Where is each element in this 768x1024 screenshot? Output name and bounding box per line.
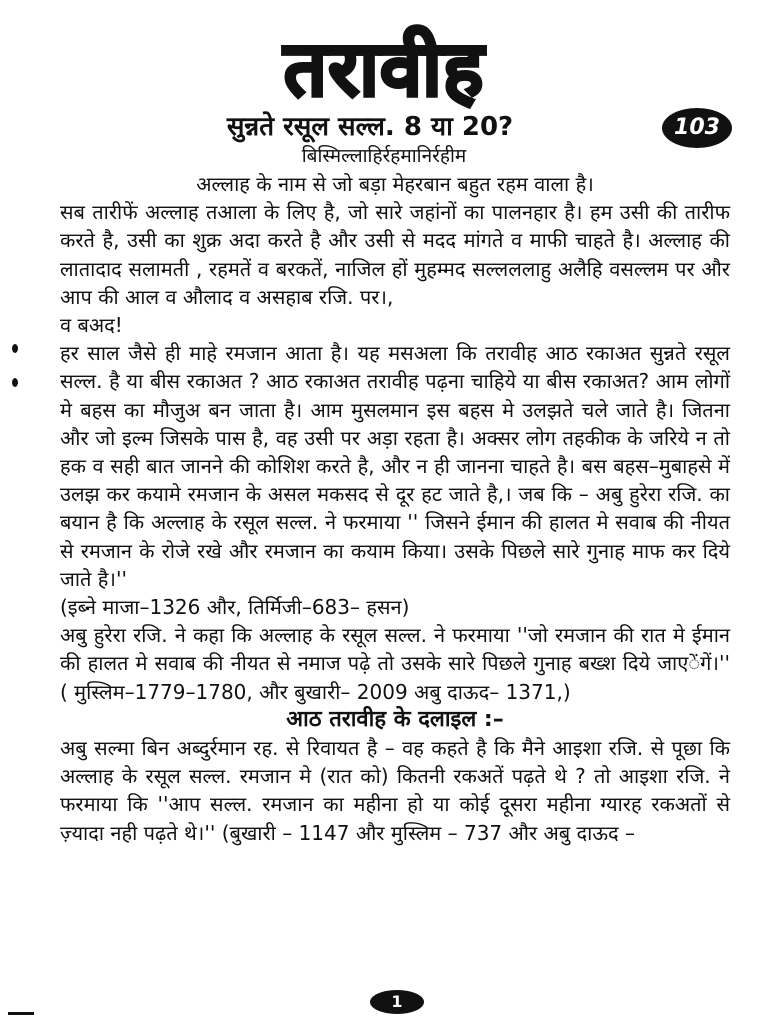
main-paragraph: हर साल जैसे ही माहे रमजान आता है। यह मसअला कि तरावीह आठ रकाअत सुन्नते रसूल सल्ल. है या बीस रकाअत ? आठ रकाअत तरावीह पढ़ना चाहिये या बीस रकाअत? आम लोगों मे बहस का मौजुअ बन जाता है। आम मुसलमान इस बहस मे उलझते चले जाते है। जितना और जो इल्म जिसके पास है, वह उसी पर अड़ा रहता है। अक्सर लोग तहकीक के जरिये न तो हक व सही बात जानने की कोशिश करते है, और न ही जानना चाहते है। बस बहस–मुबाहसे में उलझ कर कयामे रमजान के असल मकसद से दूर हट जाते है,। जब कि – अबु हुरेरा रजि. का बयान है कि अल्लाह के रसूल सल्ल. ने फरमाया '' जिसने ईमान की हालत मे सवाब की नीयत से रमजान के रोजे रखे और रमजान का कयाम किया। उसके पिछले सारे गुनाह माफ कर दिये जाते है।''	[60, 341, 730, 591]
page-number-badge: 103	[662, 108, 732, 148]
baad-line: व बअद!	[60, 313, 123, 338]
reference-line: (इब्ने माजा–1326 और, तिर्मिजी–683– हसन)	[60, 595, 410, 620]
hadith-paragraph: अबु हुरेरा रजि. ने कहा कि अल्लाह के रसूल सल्ल. ने फरमाया ''जो रमजान की रात मे ईमान की हालत मे सवाब की नीयत से नमाज पढ़े तो उसके सारे पिछले गुनाह बख्श दिये जाएेंगें।'' ( मुस्लिम–1779–1780, और बुखारी– 2009 अबु दाऊद– 1371,)	[60, 623, 730, 704]
page-title: तरावीह	[283, 24, 485, 113]
praise-paragraph: सब तारीफें अल्लाह तआला के लिए है, जो सारे जहांनों का पालनहार है। हम उसी की तारीफ करते है, उसी का शुक्र अदा करते है और उसी से मदद मांगते व माफी चाहते है। अल्लाह की लातादाद सलामती , रहमतें व बरकतें, नाजिल हों मुहम्मद सल्लललाहु अलैहि वसल्लम पर और आप की आल व औलाद व असहाब रजि. पर।,	[60, 200, 730, 309]
page-subtitle: सुन्नते रसूल सल्ल. 8 या 20?	[226, 112, 514, 142]
footer-divider	[8, 1012, 34, 1015]
section-heading: आठ तरावीह के दलाइल :–	[286, 706, 504, 732]
bismillah-line: बिस्मिल्लाहिर्रहमानिर्रहीम	[301, 145, 467, 167]
margin-mark	[12, 344, 18, 353]
margin-mark	[12, 378, 18, 387]
article-body	[60, 170, 730, 847]
aisha-paragraph: अबु सल्मा बिन अब्दुर्रमान रह. से रिवायत है – वह कहते है कि मैने आइशा रजि. से पूछा कि अल्लाह के रसूल सल्ल. रमजान मे (रात को) कितनी रकअतें पढ़ते थे ? तो आइशा रजि. ने फरमाया कि ''आप सल्ल. रमजान का महीना हो या कोई दूसरा महीना ग्यारह रकअतों से ज़्यादा नही पढ़ते थे।'' (बुखारी – 1147 और मुस्लिम – 737 और अबु दाऊद –	[60, 736, 730, 845]
intro-paragraph: अल्लाह के नाम से जो बड़ा मेहरबान बहुत रहम वाला है।	[196, 172, 594, 196]
footer-page-number: 1	[370, 990, 424, 1014]
